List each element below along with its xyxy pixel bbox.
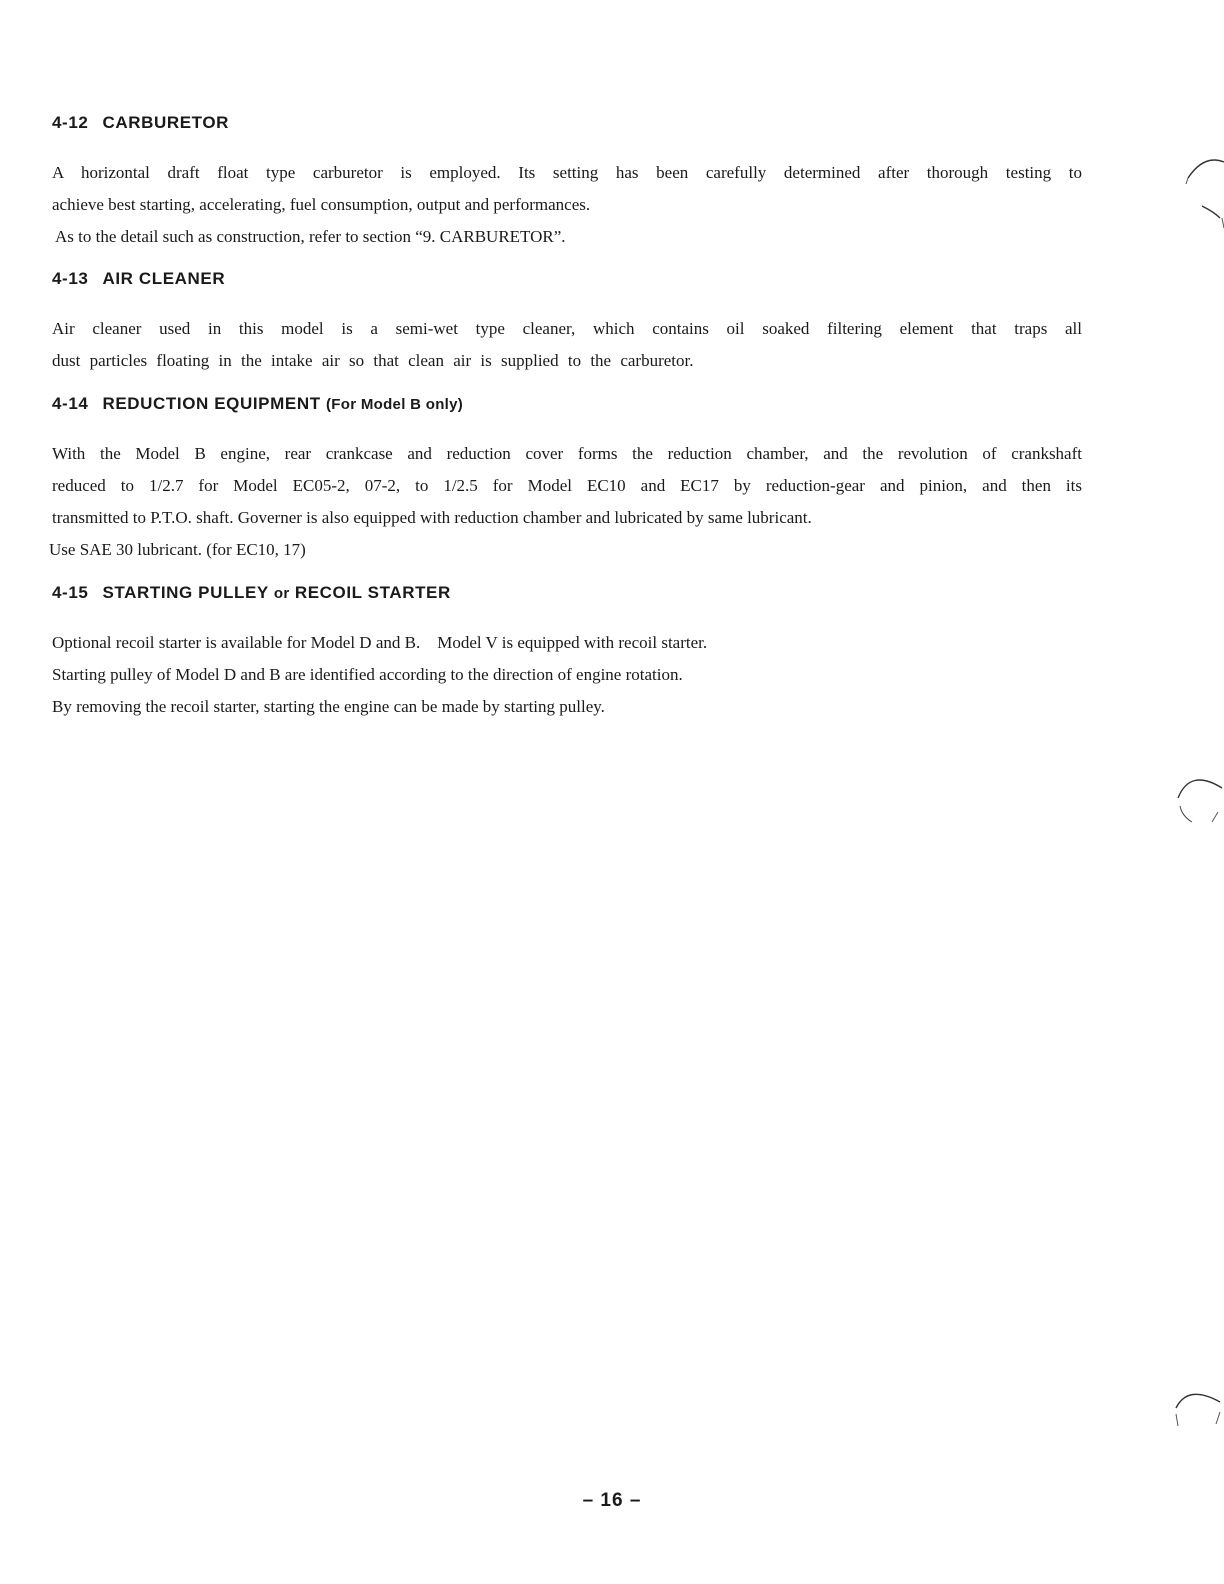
section-carburetor	[52, 111, 1082, 253]
section-number: 4-14	[52, 394, 89, 413]
section-number: 4-12	[52, 113, 89, 132]
section-heading	[52, 581, 1082, 605]
paragraph-line: Use SAE 30 lubricant. (for EC10, 17)	[49, 540, 306, 559]
section-title: REDUCTION EQUIPMENT	[102, 394, 321, 413]
paragraph-line: dust particles floating in the intake air so that clean air is supplied to the carburetor.	[52, 351, 694, 370]
section-heading	[52, 392, 1082, 416]
section-number: 4-15	[52, 583, 89, 602]
section-heading	[52, 267, 1082, 291]
punch-hole-mark-middle	[1164, 770, 1224, 830]
paragraph-line: As to the detail such as construction, refer to section “9. CARBURETOR”.	[55, 227, 566, 246]
section-body	[52, 313, 1082, 377]
section-body	[52, 157, 1082, 253]
section-body	[52, 627, 1082, 723]
paragraph-line: achieve best starting, accelerating, fuel consumption, output and performances.	[52, 195, 591, 214]
section-title-connector: or	[273, 585, 290, 602]
section-body	[49, 438, 1082, 566]
section-title-note: (For Model B only)	[326, 396, 464, 413]
paragraph-line: With the Model B engine, rear crankcase and reduction cover forms the reduction chamber, and the revolution of crankshaft	[52, 444, 1082, 463]
section-heading	[52, 111, 1082, 135]
paragraph-line: reduced to 1/2.7 for Model EC05-2, 07-2, to 1/2.5 for Model EC10 and EC17 by reduction-gear and pinion, and then its	[52, 476, 1082, 495]
paragraph-line: By removing the recoil starter, starting the engine can be made by starting pulley.	[52, 697, 605, 716]
paragraph-line: A horizontal draft float type carburetor is employed. Its setting has been carefully determined after thorough testing to	[52, 163, 1082, 182]
paragraph-line: Air cleaner used in this model is a semi-wet type cleaner, which contains oil soaked filtering element that traps all	[52, 319, 1082, 338]
paragraph-line: Starting pulley of Model D and B are identified according to the direction of engine rotation.	[52, 665, 683, 684]
punch-hole-mark-bottom	[1164, 1386, 1224, 1446]
punch-hole-mark-top	[1164, 150, 1224, 240]
section-air-cleaner	[52, 267, 1082, 377]
paragraph-line: transmitted to P.T.O. shaft. Governer is also equipped with reduction chamber and lubricated by same lubricant.	[52, 508, 812, 527]
section-title-rest: RECOIL STARTER	[294, 583, 451, 602]
paragraph-line: Optional recoil starter is available for Model D and B. Model V is equipped with recoil starter.	[52, 633, 708, 652]
section-reduction-equipment	[49, 392, 1082, 566]
section-number: 4-13	[52, 269, 89, 288]
section-title: CARBURETOR	[102, 113, 230, 132]
section-starting-pulley	[52, 581, 1082, 723]
section-title: AIR CLEANER	[102, 269, 226, 288]
section-title: STARTING PULLEY	[102, 583, 269, 602]
page-number: – 16 –	[582, 1490, 642, 1511]
